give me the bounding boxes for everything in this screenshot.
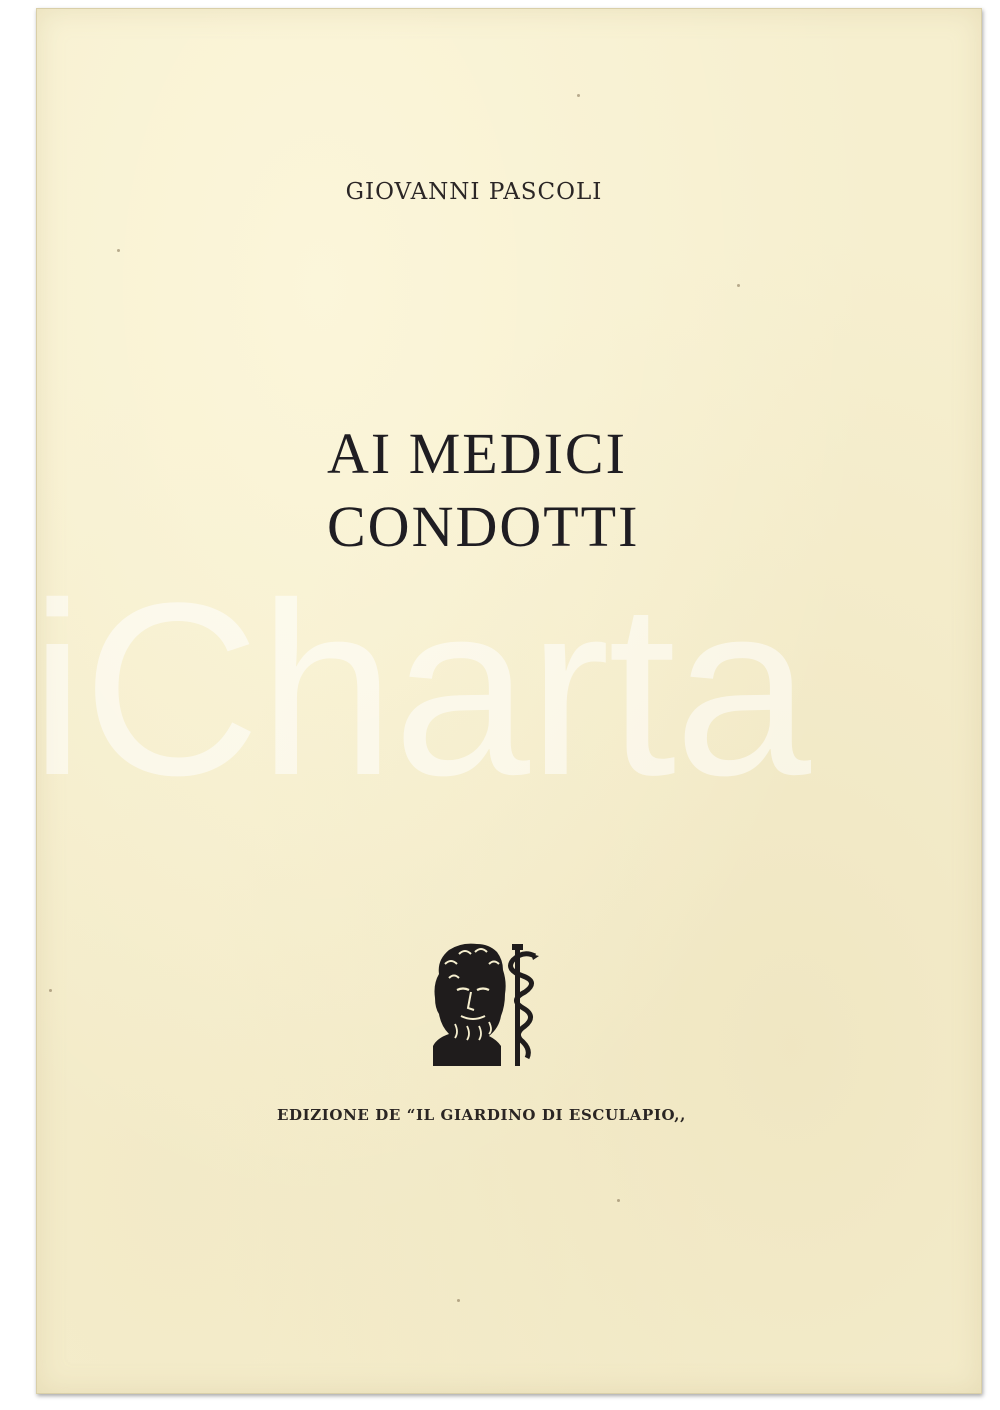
publisher-line: EDIZIONE DE “IL GIARDINO DI ESCULAPIO,, xyxy=(277,1106,686,1124)
paper-speck xyxy=(737,284,740,287)
paper-speck xyxy=(617,1199,620,1202)
asclepius-emblem-icon xyxy=(427,934,539,1066)
author-name: GIOVANNI PASCOLI xyxy=(345,179,603,205)
title-line-1: AI MEDICI xyxy=(327,421,627,486)
paper-speck xyxy=(117,249,120,252)
book-cover xyxy=(36,8,982,1394)
title-line-2: CONDOTTI xyxy=(327,494,640,559)
watermark: iCharta xyxy=(30,552,810,827)
book-title xyxy=(327,417,639,563)
paper-speck xyxy=(577,94,580,97)
paper-speck xyxy=(49,989,52,992)
paper-speck xyxy=(457,1299,460,1302)
